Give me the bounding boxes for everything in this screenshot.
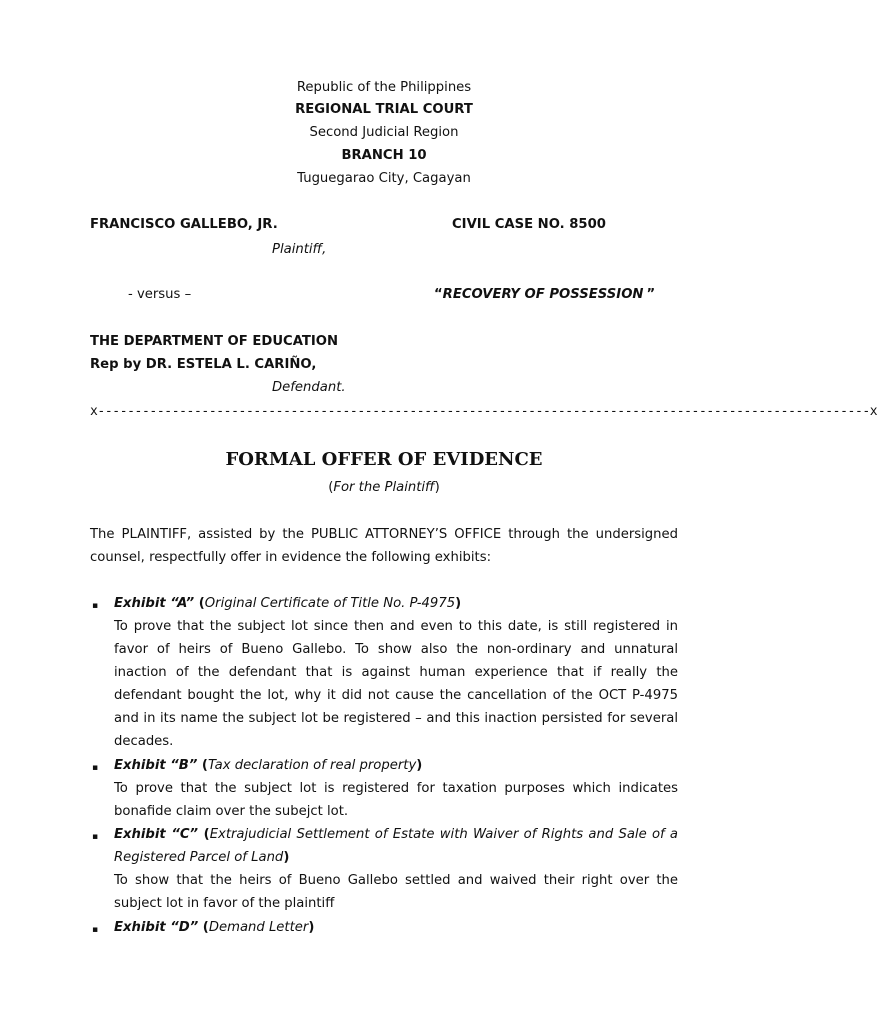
defendant-representative: Rep by DR. ESTELA L. CARIÑO, bbox=[90, 357, 317, 372]
case-nature bbox=[434, 287, 655, 302]
exhibit-c-heading bbox=[114, 823, 678, 869]
document-title: FORMAL OFFER OF EVIDENCE bbox=[225, 449, 543, 470]
court-name: REGIONAL TRIAL COURT bbox=[295, 102, 473, 117]
exhibit-paren-open: ( bbox=[198, 827, 210, 842]
versus-label: - versus – bbox=[128, 287, 192, 302]
exhibit-paren-open: ( bbox=[197, 758, 208, 773]
branch-number: BRANCH 10 bbox=[341, 148, 427, 163]
exhibit-b-purpose: To prove that the subject lot is registered for taxation purposes which indicates bonafide claim over the subejct lot. bbox=[114, 781, 678, 819]
court-city: Tuguegarao City, Cagayan bbox=[297, 171, 471, 186]
exhibit-description: Extrajudicial Settlement of Estate with Waiver of Rights and Sale of a Registered Parcel of Land bbox=[114, 827, 678, 865]
exhibit-b-heading bbox=[114, 754, 678, 777]
exhibit-paren-close: ) bbox=[283, 850, 290, 865]
exhibit-paren-open: ( bbox=[194, 596, 205, 611]
nature-text: RECOVERY OF POSSESSION bbox=[442, 287, 644, 302]
subtitle-text: For the Plaintiff bbox=[333, 480, 435, 495]
exhibit-d-heading bbox=[114, 916, 678, 939]
subtitle-open-paren: ( bbox=[328, 480, 334, 495]
exhibit-a-purpose: To prove that the subject lot since then and even to this date, is still registered in favor of heirs of Bueno Gallebo. To show also the non-ordinary and unnatural inaction of the defendant that is against human experience that if really the defendant bought the lot, why it did not cause the cancellation of the OCT P-4975 and in its name the subject lot be registered – and this inaction persisted for several decades. bbox=[114, 619, 678, 749]
exhibit-label: Exhibit “B” bbox=[114, 758, 198, 773]
exhibit-label: Exhibit “D” bbox=[114, 920, 199, 935]
exhibit-label: Exhibit “A” bbox=[114, 596, 195, 611]
intro-paragraph: The PLAINTIFF, assisted by the PUBLIC ATTORNEY’S OFFICE through the undersigned counsel, respectfully offer in evidence the following exhibits: bbox=[90, 527, 678, 565]
judicial-region: Second Judicial Region bbox=[309, 125, 459, 140]
exhibit-paren-close: ) bbox=[455, 596, 462, 611]
defendant-name: THE DEPARTMENT OF EDUCATION bbox=[90, 334, 339, 349]
nature-open-quote: “ bbox=[434, 287, 443, 302]
nature-close-quote: ” bbox=[646, 287, 656, 302]
exhibit-description: Original Certificate of Title No. P-4975 bbox=[204, 596, 456, 611]
plaintiff-name: FRANCISCO GALLEBO, JR. bbox=[90, 217, 278, 232]
exhibit-label: Exhibit “C” bbox=[114, 827, 198, 842]
subtitle-close-paren: ) bbox=[434, 480, 440, 495]
exhibit-c-purpose: To show that the heirs of Bueno Gallebo settled and waived their right over the subject lot in favor of the plaintiff bbox=[114, 873, 678, 911]
bullet-icon: ▪ bbox=[92, 832, 99, 842]
bullet-icon: ▪ bbox=[92, 763, 99, 773]
republic-line: Republic of the Philippines bbox=[296, 80, 472, 95]
exhibit-description: Demand Letter bbox=[208, 920, 309, 935]
exhibit-a-heading bbox=[114, 592, 678, 615]
document-subtitle bbox=[0, 480, 768, 495]
exhibit-description: Tax declaration of real property bbox=[207, 758, 417, 773]
exhibit-paren-close: ) bbox=[416, 758, 423, 773]
caption-separator: x--------------------------------------------------------------------------------------------------------x bbox=[90, 404, 877, 419]
defendant-role: Defendant. bbox=[272, 380, 346, 395]
case-number: CIVIL CASE NO. 8500 bbox=[452, 217, 606, 232]
bullet-icon: ▪ bbox=[92, 601, 99, 611]
plaintiff-role: Plaintiff, bbox=[272, 242, 327, 257]
exhibit-paren-open: ( bbox=[198, 920, 209, 935]
bullet-icon: ▪ bbox=[92, 925, 99, 935]
exhibit-paren-close: ) bbox=[308, 920, 315, 935]
